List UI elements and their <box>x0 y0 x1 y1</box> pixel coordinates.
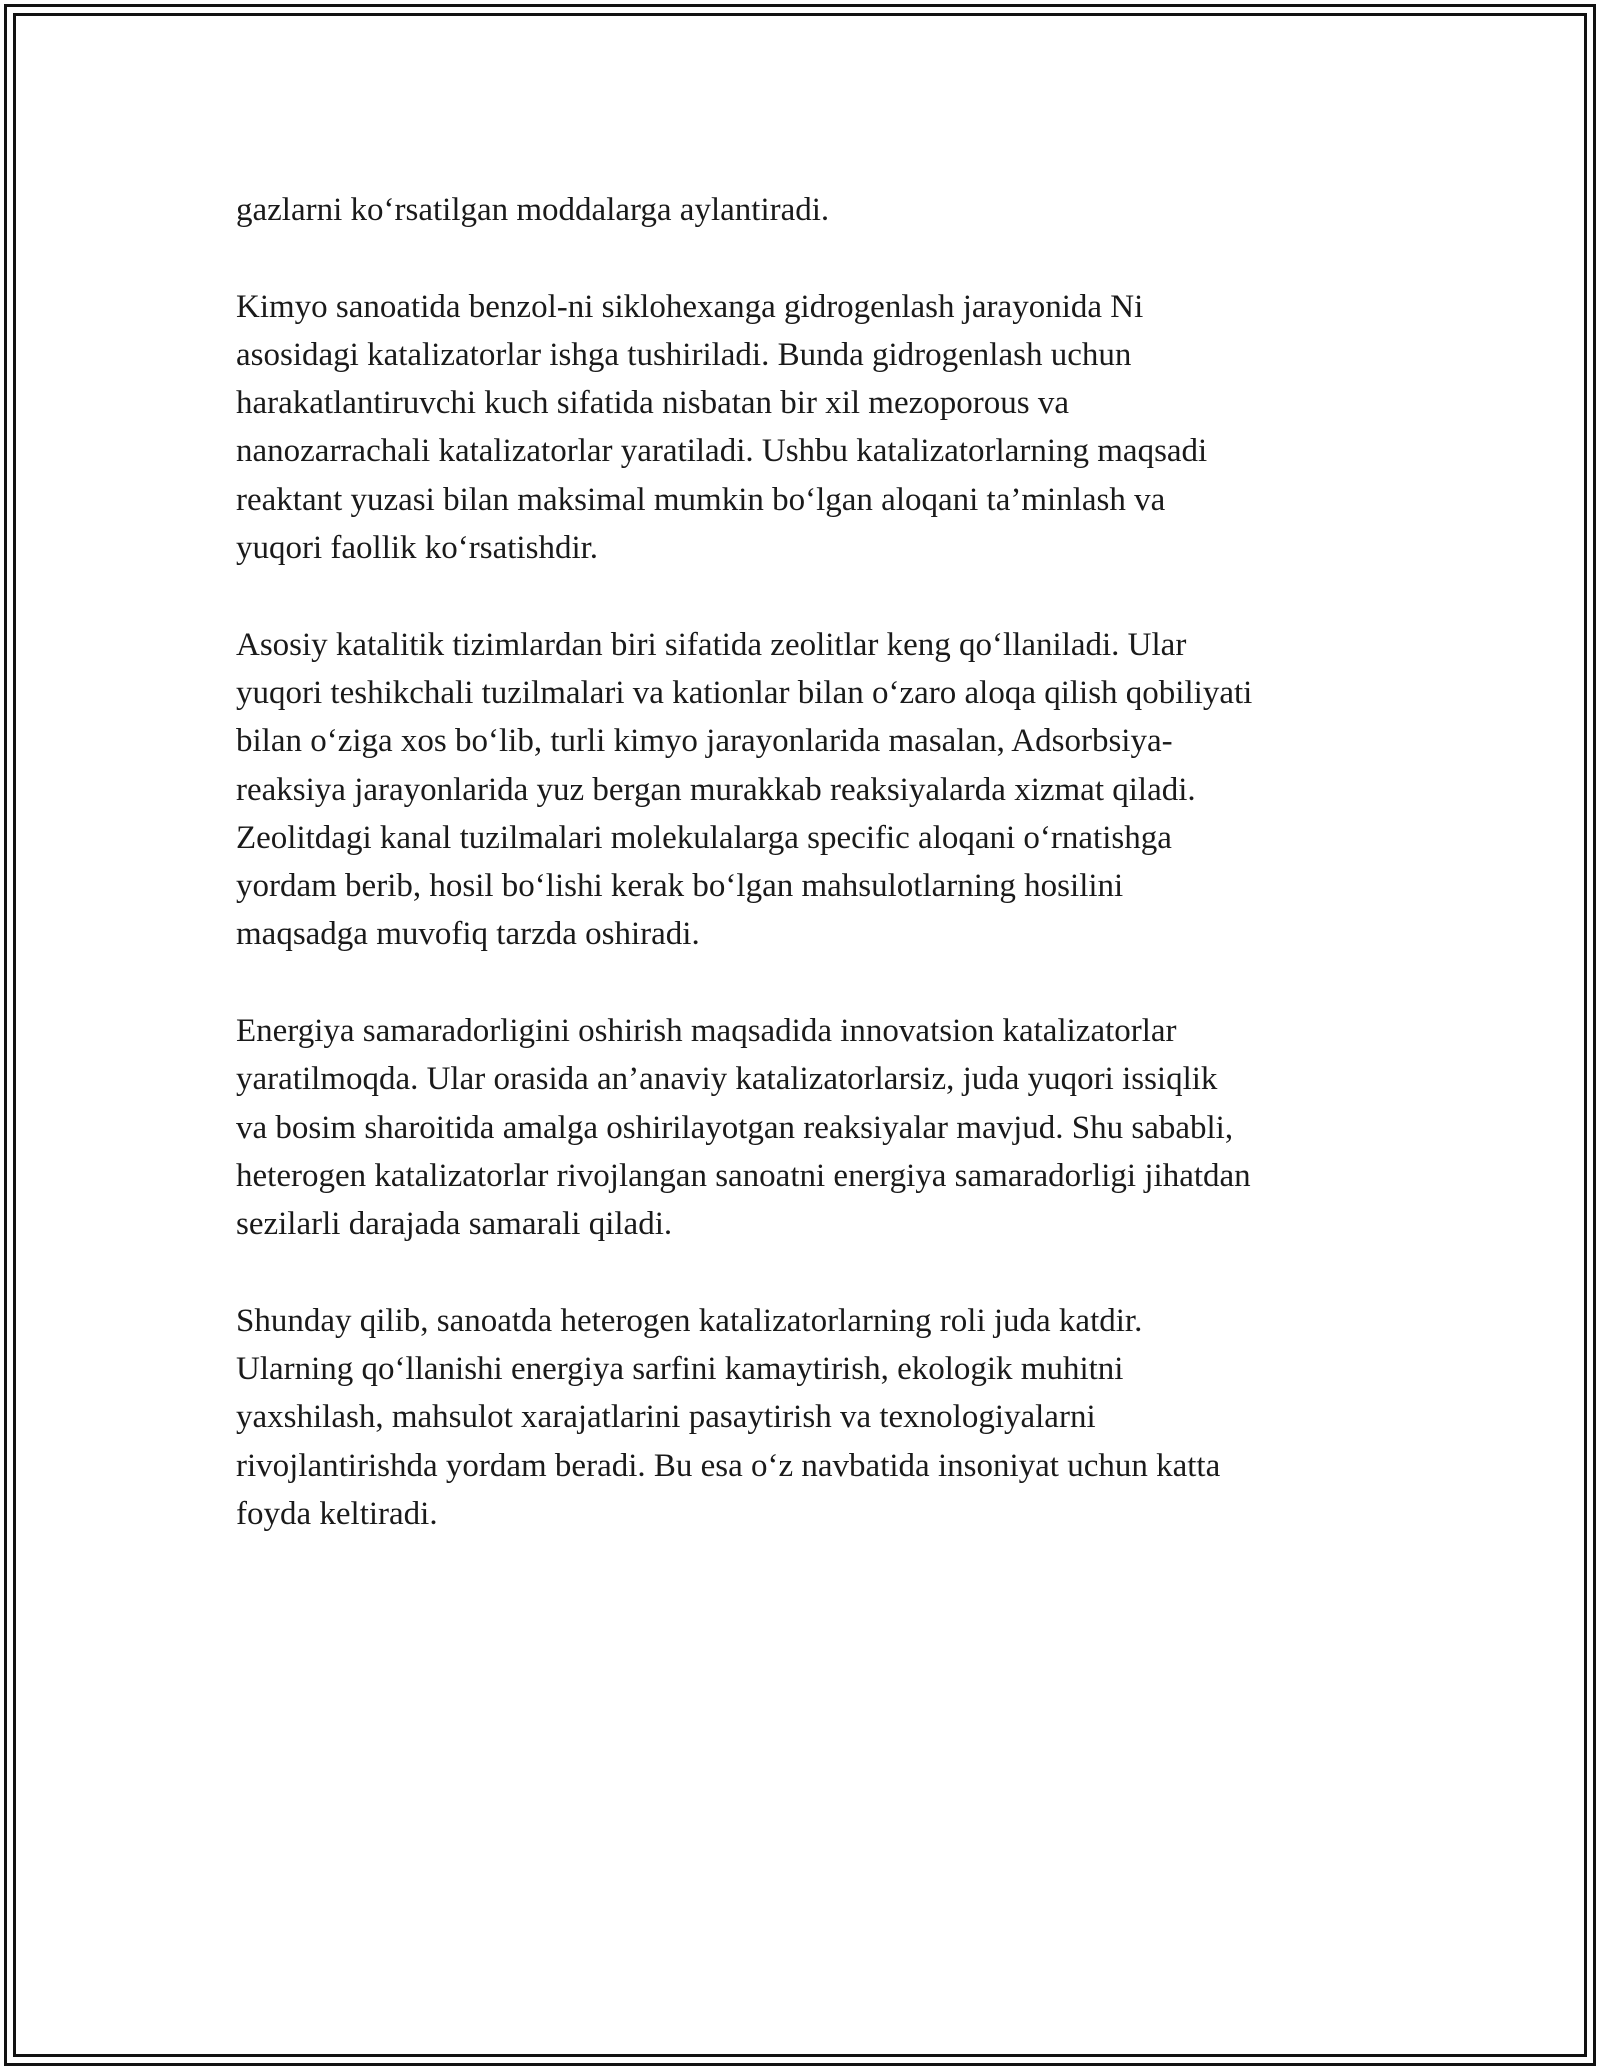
paragraph-1 <box>236 186 1386 234</box>
text-line: yaratilmoqda. Ular orasida an’anaviy katalizatorlarsiz, juda yuqori issiqlik <box>236 1061 1218 1098</box>
text-line: yordam berib, hosil bo‘lishi kerak bo‘lgan mahsulotlarning hosilini <box>236 868 1124 905</box>
paragraph-4 <box>236 1007 1386 1248</box>
text-line: reaksiya jarayonlarida yuz bergan murakkab reaksiyalarda xizmat qiladi. <box>236 771 1196 808</box>
text-line: yuqori faollik ko‘rsatishdir. <box>236 530 599 567</box>
text-line: Energiya samaradorligini oshirish maqsadida innovatsion katalizatorlar <box>236 1013 1177 1050</box>
text-line: Shunday qilib, sanoatda heterogen katalizatorlarning roli juda katdir. <box>236 1302 1143 1339</box>
text-line: va bosim sharoitida amalga oshirilayotgan reaksiyalar mavjud. Shu sababli, <box>236 1109 1234 1146</box>
paragraph-3 <box>236 621 1386 959</box>
text-line: Zeolitdagi kanal tuzilmalari molekulalarga specific aloqani o‘rnatishga <box>236 819 1172 856</box>
text-line: harakatlantiruvchi kuch sifatida nisbatan bir xil mezoporous va <box>236 385 1069 422</box>
text-line: heterogen katalizatorlar rivojlangan sanoatni energiya samaradorligi jihatdan <box>236 1157 1251 1194</box>
text-line: yuqori teshikchali tuzilmalari va kationlar bilan o‘zaro aloqa qilish qobiliyati <box>236 674 1253 711</box>
paragraph-5 <box>236 1297 1386 1538</box>
text-line: maqsadga muvofiq tarzda oshiradi. <box>236 916 700 953</box>
text-line: foyda keltiradi. <box>236 1496 438 1533</box>
text-line: nanozarrachali katalizatorlar yaratiladi. Ushbu katalizatorlarning maqsadi <box>236 433 1208 470</box>
text-line: gazlarni ko‘rsatilgan moddalarga aylantiradi. <box>236 192 830 228</box>
text-line: Asosiy katalitik tizimlardan biri sifatida zeolitlar keng qo‘llaniladi. Ular <box>236 626 1187 663</box>
text-line: sezilarli darajada samarali qiladi. <box>236 1206 673 1243</box>
document-body <box>236 186 1386 1587</box>
text-line: Ularning qo‘llanishi energiya sarfini kamaytirish, ekologik muhitni <box>236 1351 1124 1388</box>
text-line: Kimyo sanoatida benzol-ni siklohexanga gidrogenlash jarayonida Ni <box>236 288 1144 325</box>
text-line: bilan o‘ziga xos bo‘lib, turli kimyo jarayonlarida masalan, Adsorbsiya- <box>236 723 1173 760</box>
text-line: yaxshilash, mahsulot xarajatlarini pasaytirish va texnologiyalarni <box>236 1399 1096 1436</box>
paragraph-2 <box>236 283 1386 573</box>
text-line: asosidagi katalizatorlar ishga tushiriladi. Bunda gidrogenlash uchun <box>236 336 1132 373</box>
text-line: reaktant yuzasi bilan maksimal mumkin bo‘lgan aloqani ta’minlash va <box>236 481 1166 518</box>
text-line: rivojlantirishda yordam beradi. Bu esa o‘z navbatida insoniyat uchun katta <box>236 1447 1221 1484</box>
